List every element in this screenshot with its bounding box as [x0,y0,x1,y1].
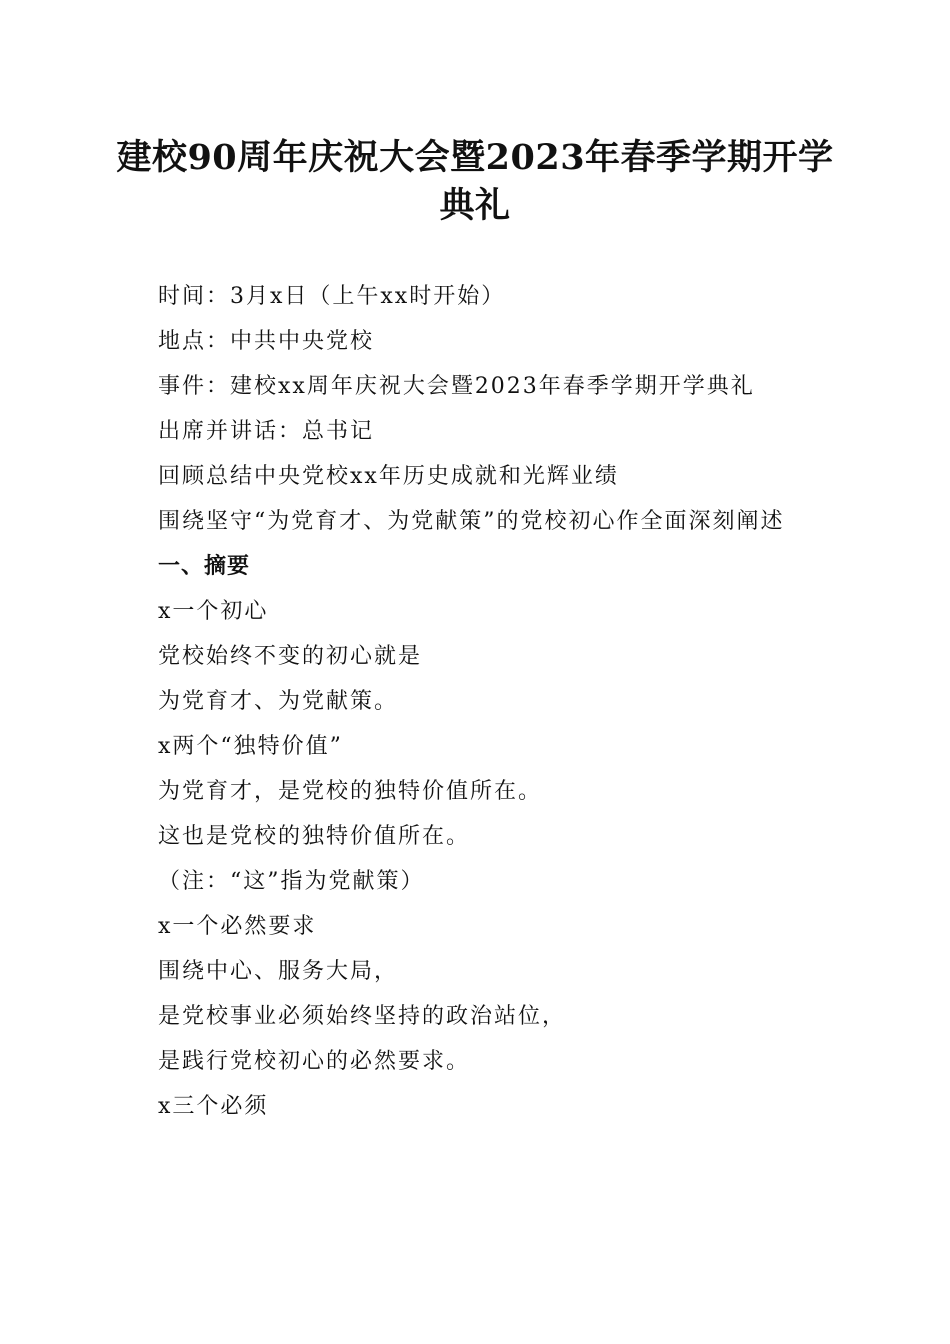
summary-line: 党校始终不变的初心就是 [158,644,423,669]
section-heading: 一、摘要 [158,554,251,579]
summary-line: 是践行党校初心的必然要求。 [158,1049,471,1074]
meta-line-event: 事件：建校xx周年庆祝大会暨2023年春季学期开学典礼 [158,374,755,399]
summary-line: 为党育才、为党献策。 [158,689,399,714]
meta-line-elaboration: 围绕坚守“为党育才、为党献策”的党校初心作全面深刻阐述 [158,509,785,534]
summary-line: x一个必然要求 [158,914,317,939]
meta-line-speaker: 出席并讲话：总书记 [158,419,375,444]
summary-line: 为党育才，是党校的独特价值所在。 [158,779,543,804]
meta-line-time: 时间：3月x日（上午xx时开始） [158,284,506,309]
summary-line: x三个必须 [158,1094,269,1119]
summary-line: （注：“这”指为党献策） [158,869,425,894]
meta-line-location: 地点：中共中央党校 [158,329,375,354]
document-body [118,274,830,1129]
summary-line: 这也是党校的独特价值所在。 [158,824,471,849]
document-title: 建校90周年庆祝大会暨2023年春季学期开学典礼 [116,137,834,226]
summary-line: 是党校事业必须始终坚持的政治站位， [158,1004,567,1029]
summary-line: x一个初心 [158,599,269,624]
meta-line-review: 回顾总结中央党校xx年历史成就和光辉业绩 [158,464,619,489]
summary-line: x两个“独特价值” [158,734,343,759]
summary-line: 围绕中心、服务大局， [158,959,399,984]
